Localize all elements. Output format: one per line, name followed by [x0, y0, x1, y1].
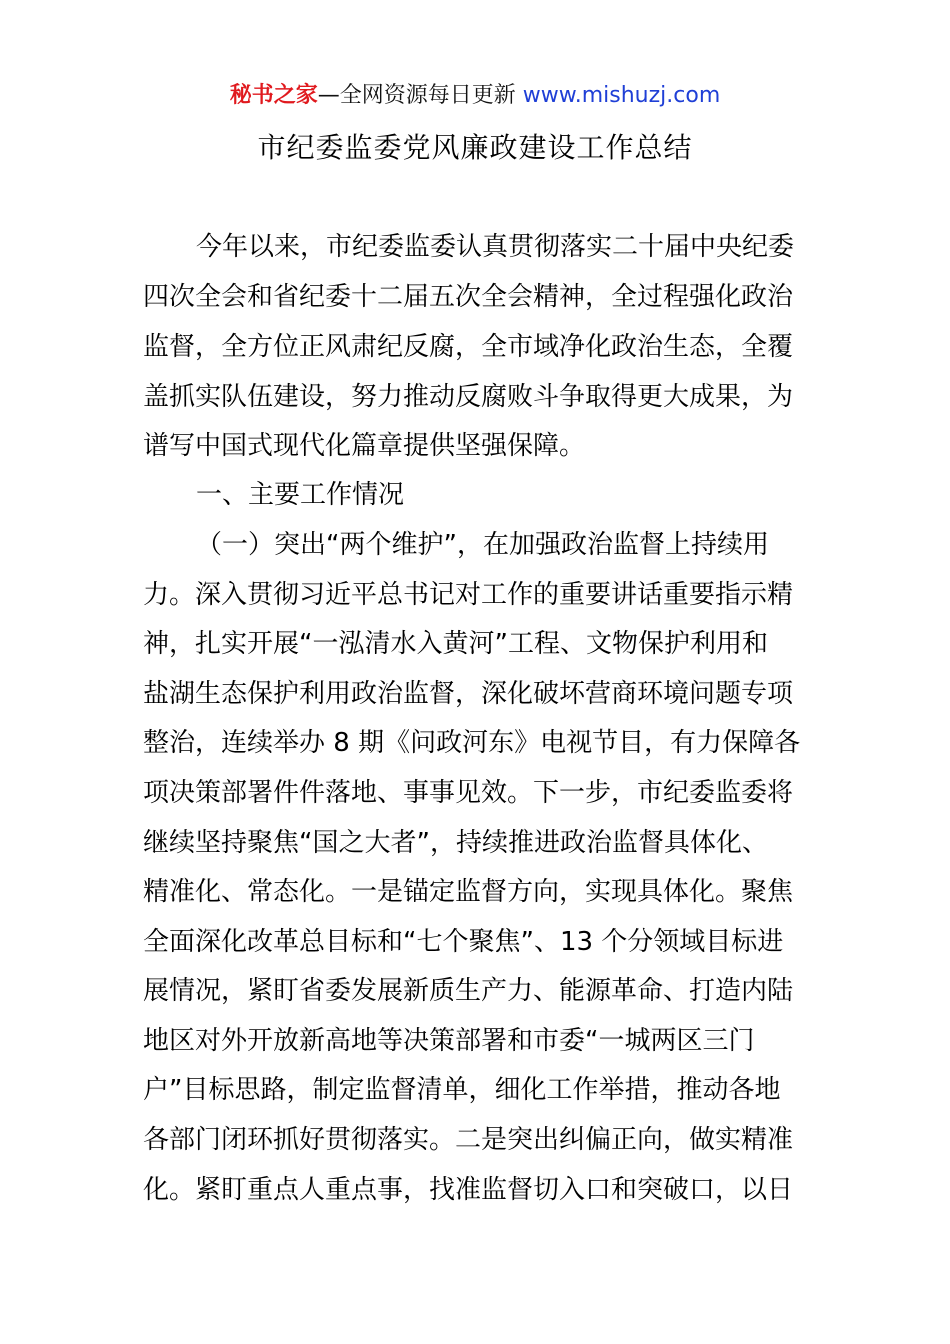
body-line: 展情况，紧盯省委发展新质生产力、能源革命、打造内陆: [143, 976, 794, 1006]
header-tagline: —全网资源每日更新: [317, 83, 516, 108]
body-line: 各部门闭环抓好贯彻落实。二是突出纠偏正向，做实精准: [143, 1125, 794, 1155]
body-line: 谱写中国式现代化篇章提供坚强保障。: [143, 431, 586, 461]
body-line: 今年以来，市纪委监委认真贯彻落实二十届中央纪委: [196, 232, 795, 262]
body-line: 四次全会和省纪委十二届五次全会精神，全过程强化政治: [143, 282, 794, 312]
body-line: 力。深入贯彻习近平总书记对工作的重要讲话重要指示精: [143, 580, 794, 610]
body-line: 盖抓实队伍建设，努力推动反腐败斗争取得更大成果，为: [143, 382, 794, 412]
body-line: 整治，连续举办 8 期《问政河东》电视节目，有力保障各: [143, 728, 801, 758]
section-heading: 一、主要工作情况: [196, 480, 405, 510]
body-line: 继续坚持聚焦“国之大者”，持续推进政治监督具体化、: [143, 828, 768, 858]
body-line: 精准化、常态化。一是锚定监督方向，实现具体化。聚焦: [143, 877, 794, 907]
body-line: 化。紧盯重点人重点事，找准监督切入口和突破口，以日: [143, 1175, 794, 1205]
site-header: [0, 80, 950, 112]
body-line: 户”目标思路，制定监督清单，细化工作举措，推动各地: [143, 1075, 781, 1105]
body-line: 地区对外开放新高地等决策部署和市委“一城两区三门: [143, 1026, 755, 1056]
document-title: 市纪委监委党风廉政建设工作总结: [257, 131, 693, 164]
brand-name: 秘书之家: [229, 83, 318, 108]
body-line: 监督，全方位正风肃纪反腐，全市域净化政治生态，全覆: [143, 332, 794, 362]
subsection-heading: （一）突出“两个维护”，在加强政治监督上持续用: [196, 530, 769, 560]
body-line: 盐湖生态保护利用政治监督，深化破坏营商环境问题专项: [143, 679, 794, 709]
body-line: 项决策部署件件落地、事事见效。下一步，市纪委监委将: [143, 778, 794, 808]
body-line: 全面深化改革总目标和“七个聚焦”、13 个分领域目标进: [143, 927, 784, 957]
site-url: www.mishuzj.com: [522, 83, 721, 108]
body-line: 神，扎实开展“一泓清水入黄河”工程、文物保护利用和: [143, 629, 768, 659]
